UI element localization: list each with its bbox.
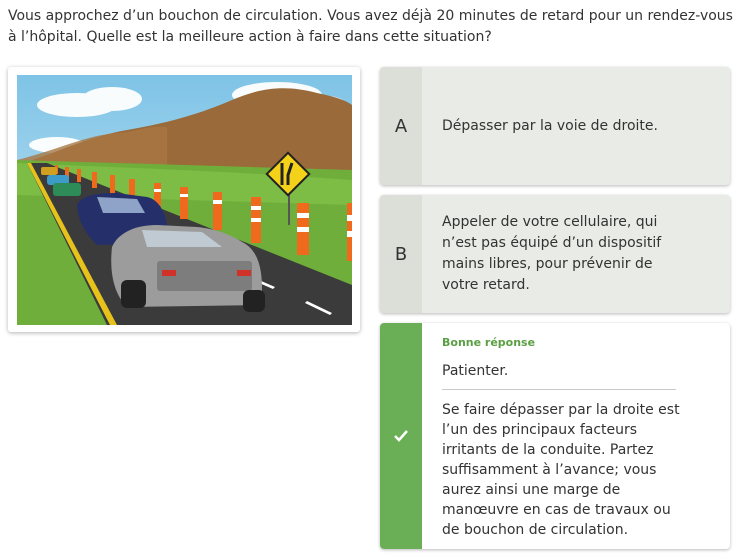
answer-text-a: Dépasser par la voie de droite. <box>442 117 658 134</box>
correct-answer-label: Bonne réponse <box>442 336 536 349</box>
answer-letter-a: A <box>380 67 422 185</box>
answer-option-correct[interactable] <box>380 323 730 549</box>
answer-text-b: Appeler de votre cellulaire, qui n’est pas équipé d’un dispositif mains libres, pour prévenir de votre retard. <box>442 214 662 293</box>
answer-option-a[interactable] <box>380 67 730 185</box>
question-text: Vous approchez d’un bouchon de circulation. Vous avez déjà 20 minutes de retard pour un rendez-vous à l’hôpital. Quelle est la meilleure action à faire dans cette situation? <box>8 8 733 45</box>
correct-answer-text: Patienter. <box>442 361 676 390</box>
answer-option-b[interactable] <box>380 195 730 313</box>
question-image-card <box>8 67 360 332</box>
answer-explanation: Se faire dépasser par la droite est l’un des principaux facteurs irritants de la conduite. Partez suffisamment à l’avance; vous aurez ainsi une marge de manœuvre en cas de travaux ou de bouchon de circulation. <box>442 402 680 538</box>
traffic-jam-construction-image <box>17 75 352 325</box>
answer-letter-b: B <box>380 195 422 313</box>
check-icon <box>380 323 422 549</box>
